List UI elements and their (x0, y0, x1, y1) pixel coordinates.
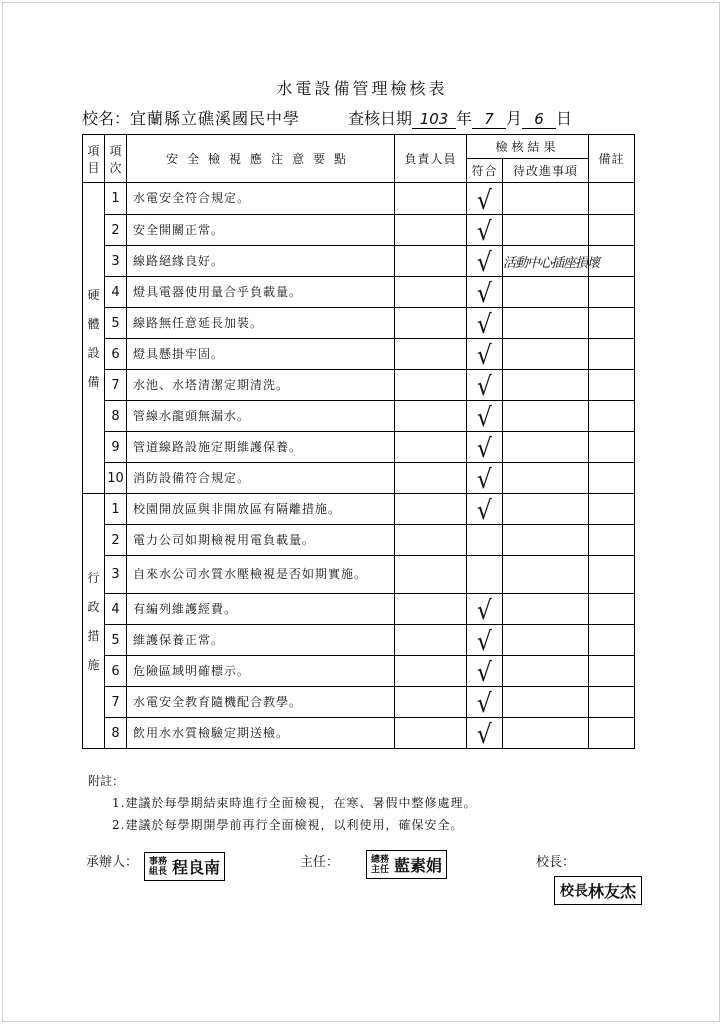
hardware-row (83, 432, 635, 463)
row-conform (467, 494, 503, 525)
row-responsible (395, 308, 467, 339)
checkmark-icon: √ (477, 627, 492, 657)
row-pending (503, 625, 589, 656)
admin-row (83, 718, 635, 749)
hardware-row (83, 339, 635, 370)
school-name: 宜蘭縣立礁溪國民中學 (130, 109, 301, 128)
header-result: 檢核結果 (467, 135, 589, 159)
checkmark-icon: √ (477, 434, 492, 464)
date-day: 6 (522, 110, 556, 129)
header-conform: 符合 (467, 159, 503, 183)
director-stamp (366, 850, 447, 879)
row-responsible (395, 687, 467, 718)
row-text: 水電安全符合規定。 (127, 183, 395, 215)
handler-stamp-name: 程良南 (172, 858, 221, 877)
checkmark-icon: √ (477, 217, 492, 247)
row-text: 有編列維護經費。 (127, 594, 395, 625)
principal-stamp-title: 校長 (560, 883, 588, 900)
row-text: 燈具懸掛牢固。 (127, 339, 395, 370)
admin-category-char: 行 (87, 571, 100, 585)
row-pending (503, 370, 589, 401)
checkmark-icon: √ (477, 310, 492, 340)
admin-row (83, 594, 635, 625)
row-number: 10 (105, 463, 127, 494)
row-remarks (589, 183, 635, 215)
row-pending (503, 432, 589, 463)
admin-row (83, 494, 635, 525)
hardware-category-char: 硬 (87, 288, 100, 302)
school-line (82, 106, 300, 129)
row-remarks (589, 625, 635, 656)
hardware-row (83, 401, 635, 432)
checkmark-icon: √ (477, 403, 492, 433)
row-conform (467, 339, 503, 370)
note-line-1: 1.建議於每學期結束時進行全面檢視，在寒、暑假中整修處理。 (112, 796, 477, 810)
row-number: 1 (105, 183, 127, 215)
row-pending (503, 246, 600, 277)
row-conform (467, 401, 503, 432)
row-pending (503, 308, 589, 339)
row-number: 8 (105, 401, 127, 432)
hardware-category-char: 設 (87, 346, 100, 360)
admin-row (83, 556, 635, 594)
checkmark-icon: √ (477, 279, 492, 309)
principal-stamp-name: 林友杰 (588, 882, 637, 901)
row-remarks (589, 594, 635, 625)
checkmark-icon: √ (477, 689, 492, 719)
row-text: 維護保養正常。 (127, 625, 395, 656)
row-text: 危險區域明確標示。 (127, 656, 395, 687)
header-items: 安全檢視應注意要點 (127, 135, 395, 183)
row-text: 安全開關正常。 (127, 215, 395, 246)
row-text: 燈具電器使用量合乎負載量。 (127, 277, 395, 308)
date-year: 103 (412, 110, 456, 129)
checkmark-icon: √ (477, 248, 492, 278)
handler-stamp-title: 事務組長 (149, 856, 168, 877)
principal-stamp (554, 876, 642, 905)
row-remarks (589, 718, 635, 749)
hardware-section (83, 183, 635, 494)
row-remarks (589, 308, 635, 339)
admin-row (83, 625, 635, 656)
row-conform (467, 308, 503, 339)
row-number: 6 (105, 656, 127, 687)
row-pending (503, 556, 589, 594)
row-responsible (395, 594, 467, 625)
row-conform (467, 246, 503, 277)
pending-note: 活動中心插座損壞 (503, 255, 600, 271)
row-remarks (589, 277, 635, 308)
row-pending (503, 594, 589, 625)
row-conform (467, 183, 503, 215)
row-responsible (395, 401, 467, 432)
row-remarks (589, 370, 635, 401)
row-text: 線路無任意延長加裝。 (127, 308, 395, 339)
row-remarks (589, 556, 635, 594)
checkmark-icon: √ (477, 465, 492, 495)
row-text: 線路絕緣良好。 (127, 246, 395, 277)
row-responsible (395, 556, 467, 594)
director-stamp-title: 總務主任 (371, 854, 390, 875)
row-responsible (395, 718, 467, 749)
row-responsible (395, 246, 467, 277)
checkmark-icon: √ (477, 372, 492, 402)
row-conform (467, 432, 503, 463)
hardware-row (83, 370, 635, 401)
row-responsible (395, 215, 467, 246)
admin-row (83, 687, 635, 718)
row-number: 7 (105, 370, 127, 401)
director-label: 主任： (300, 855, 340, 870)
hardware-row (83, 246, 635, 277)
header-category: 項目 (83, 135, 105, 183)
row-pending (503, 183, 589, 215)
row-conform (467, 556, 503, 594)
checkmark-icon: √ (477, 185, 492, 216)
row-pending (503, 215, 589, 246)
admin-category-char: 政 (87, 600, 100, 614)
row-remarks (589, 656, 635, 687)
row-conform (467, 656, 503, 687)
handler-label: 承辦人： (86, 855, 139, 870)
date-month: 7 (472, 110, 506, 129)
checkmark-icon: √ (477, 596, 492, 626)
row-remarks (589, 432, 635, 463)
row-pending (503, 339, 589, 370)
row-responsible (395, 494, 467, 525)
row-number: 6 (105, 339, 127, 370)
row-responsible (395, 525, 467, 556)
row-number: 9 (105, 432, 127, 463)
row-conform (467, 463, 503, 494)
row-conform (467, 687, 503, 718)
row-responsible (395, 463, 467, 494)
row-text: 校園開放區與非開放區有隔離措施。 (127, 494, 395, 525)
row-responsible (395, 432, 467, 463)
document-title: 水電設備管理檢核表 (276, 79, 448, 98)
row-number: 4 (105, 277, 127, 308)
row-conform (467, 277, 503, 308)
note-line-2: 2.建議於每學期開學前再行全面檢視，以利使用，確保安全。 (112, 818, 464, 832)
year-label: 年 (456, 109, 473, 128)
row-number: 1 (105, 494, 127, 525)
row-text: 管線水龍頭無漏水。 (127, 401, 395, 432)
row-pending (503, 525, 589, 556)
row-pending (503, 687, 589, 718)
row-pending (503, 401, 589, 432)
admin-category (83, 494, 105, 749)
row-conform (467, 370, 503, 401)
row-conform (467, 718, 503, 749)
header-index: 項次 (105, 135, 127, 183)
row-text: 飲用水水質檢驗定期送檢。 (127, 718, 395, 749)
row-remarks (589, 525, 635, 556)
admin-row (83, 525, 635, 556)
row-remarks (589, 215, 635, 246)
admin-category-char: 措 (87, 629, 100, 643)
row-conform (467, 215, 503, 246)
header-responsible: 負責人員 (395, 135, 467, 183)
row-remarks (589, 339, 635, 370)
hardware-row (83, 183, 635, 215)
row-pending (503, 656, 589, 687)
handler-stamp (144, 852, 225, 881)
hardware-category (83, 183, 105, 494)
date-label: 查核日期 (348, 109, 413, 128)
row-responsible (395, 370, 467, 401)
admin-section (83, 494, 635, 749)
inspection-date (348, 106, 572, 129)
hardware-row (83, 463, 635, 494)
row-pending (503, 277, 589, 308)
day-label: 日 (556, 109, 573, 128)
row-number: 3 (105, 556, 127, 594)
row-conform (467, 625, 503, 656)
hardware-row (83, 308, 635, 339)
checkmark-icon: √ (477, 720, 492, 750)
hardware-row (83, 277, 635, 308)
row-responsible (395, 625, 467, 656)
row-remarks (589, 687, 635, 718)
row-responsible (395, 339, 467, 370)
checkmark-icon: √ (477, 658, 492, 688)
row-remarks (589, 463, 635, 494)
row-text: 自來水公司水質水壓檢視是否如期實施。 (127, 556, 395, 594)
row-text: 管道線路設施定期維護保養。 (127, 432, 395, 463)
admin-category-char: 施 (87, 658, 100, 672)
row-number: 4 (105, 594, 127, 625)
row-responsible (395, 183, 467, 215)
row-responsible (395, 656, 467, 687)
notes-label: 附註： (88, 774, 125, 788)
month-label: 月 (506, 109, 523, 128)
hardware-category-char: 備 (87, 375, 100, 389)
row-conform (467, 594, 503, 625)
row-number: 5 (105, 308, 127, 339)
row-number: 8 (105, 718, 127, 749)
row-responsible (395, 277, 467, 308)
row-number: 7 (105, 687, 127, 718)
row-remarks (589, 401, 635, 432)
row-conform (467, 525, 503, 556)
header-pending: 待改進事項 (503, 159, 589, 183)
hardware-row (83, 215, 635, 246)
row-pending (503, 463, 589, 494)
row-pending (503, 494, 589, 525)
row-number: 2 (105, 525, 127, 556)
checkmark-icon: √ (477, 341, 492, 371)
admin-row (83, 656, 635, 687)
checklist-table (82, 134, 635, 749)
row-text: 電力公司如期檢視用電負載量。 (127, 525, 395, 556)
checkmark-icon: √ (477, 496, 492, 526)
row-number: 2 (105, 215, 127, 246)
row-number: 3 (105, 246, 127, 277)
row-text: 消防設備符合規定。 (127, 463, 395, 494)
director-stamp-name: 藍素娟 (394, 856, 443, 875)
principal-label: 校長： (536, 855, 576, 870)
row-text: 水池、水塔清潔定期清洗。 (127, 370, 395, 401)
hardware-category-char: 體 (87, 317, 100, 331)
row-remarks (589, 494, 635, 525)
row-text: 水電安全教育隨機配合教學。 (127, 687, 395, 718)
school-label: 校名： (82, 109, 131, 128)
row-number: 5 (105, 625, 127, 656)
row-pending (503, 718, 589, 749)
notes (88, 770, 476, 836)
header-remarks: 備註 (589, 135, 635, 183)
